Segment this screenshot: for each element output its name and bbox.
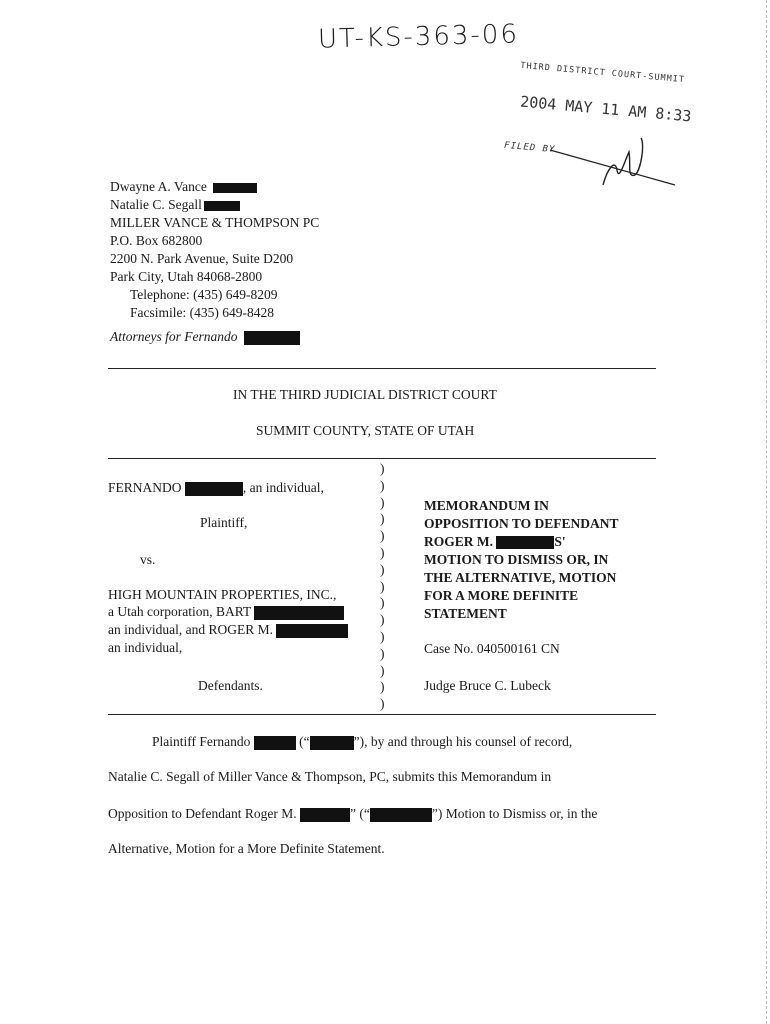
- stamp-signature: [545, 130, 680, 195]
- counsel-line: 2200 N. Park Avenue, Suite D200: [110, 251, 294, 266]
- counsel-line: Natalie C. Segall: [110, 196, 240, 214]
- counsel-line: Dwayne A. Vance: [110, 178, 257, 196]
- redaction-block: [244, 331, 300, 345]
- redaction-block: [204, 201, 240, 211]
- defendant-line: an individual,: [108, 640, 183, 655]
- redaction-block: [254, 606, 344, 620]
- attorneys-for: Attorneys for Fernando: [110, 328, 300, 346]
- body-line: Alternative, Motion for a More Definite Statement.: [108, 841, 385, 856]
- counsel-phone: Telephone: (435) 649-8209: [130, 287, 278, 302]
- defendant-role: Defendants.: [198, 678, 263, 693]
- page-edge-scan-line: [766, 0, 767, 1024]
- redaction-block: [496, 536, 554, 549]
- divider: [108, 458, 656, 459]
- defendant-line: a Utah corporation, BART: [108, 603, 344, 621]
- counsel-line: P.O. Box 682800: [110, 233, 203, 248]
- body-line: Opposition to Defendant Roger M. ” (“ ”) Motion to Dismiss or, in the: [108, 806, 598, 821]
- stamp-datetime: 2004 MAY 11 AM 8:33: [519, 92, 693, 126]
- stamp-court: THIRD DISTRICT COURT-SUMMIT: [519, 60, 686, 86]
- counsel-fax: Facsimile: (435) 649-8428: [130, 305, 274, 320]
- caption-parentheses: ) ) ) ) ) ) ) ) ) ) ) ) ) ) ): [380, 461, 385, 712]
- court-name: IN THE THIRD JUDICIAL DISTRICT COURT: [233, 387, 497, 402]
- plaintiff-role: Plaintiff,: [200, 515, 248, 530]
- divider: [108, 714, 656, 715]
- body-line: Natalie C. Segall of Miller Vance & Thompson, PC, submits this Memorandum in: [108, 769, 552, 784]
- counsel-line: Park City, Utah 84068-2800: [110, 269, 263, 284]
- redaction-block: [300, 808, 350, 822]
- divider: [108, 368, 656, 369]
- judge-name: Judge Bruce C. Lubeck: [424, 678, 551, 693]
- redaction-block: [310, 736, 354, 750]
- handwritten-case-id: UT-KS-363-06: [317, 19, 520, 55]
- defendant-line: an individual, and ROGER M.: [108, 621, 348, 639]
- document-title: MEMORANDUM IN OPPOSITION TO DEFENDANT ROGER M. S' MOTION TO DISMISS OR, IN THE ALTERNATIVE, MOTION FOR A MORE DEFINITE STATEMENT: [424, 498, 619, 621]
- redaction-block: [185, 482, 243, 496]
- defendant-line: HIGH MOUNTAIN PROPERTIES, INC.,: [108, 587, 337, 602]
- versus: vs.: [140, 552, 156, 567]
- case-number: Case No. 040500161 CN: [424, 641, 560, 656]
- stamp-filed-by: FILED BY: [503, 140, 556, 156]
- court-county: SUMMIT COUNTY, STATE OF UTAH: [256, 423, 475, 438]
- plaintiff-line: FERNANDO , an individual,: [108, 480, 324, 495]
- redaction-block: [370, 808, 432, 822]
- redaction-block: [213, 183, 257, 193]
- redaction-block: [276, 624, 348, 638]
- redaction-block: [254, 736, 296, 750]
- counsel-firm: MILLER VANCE & THOMPSON PC: [110, 215, 320, 230]
- body-line: Plaintiff Fernando (“ ”), by and through his counsel of record,: [152, 734, 573, 749]
